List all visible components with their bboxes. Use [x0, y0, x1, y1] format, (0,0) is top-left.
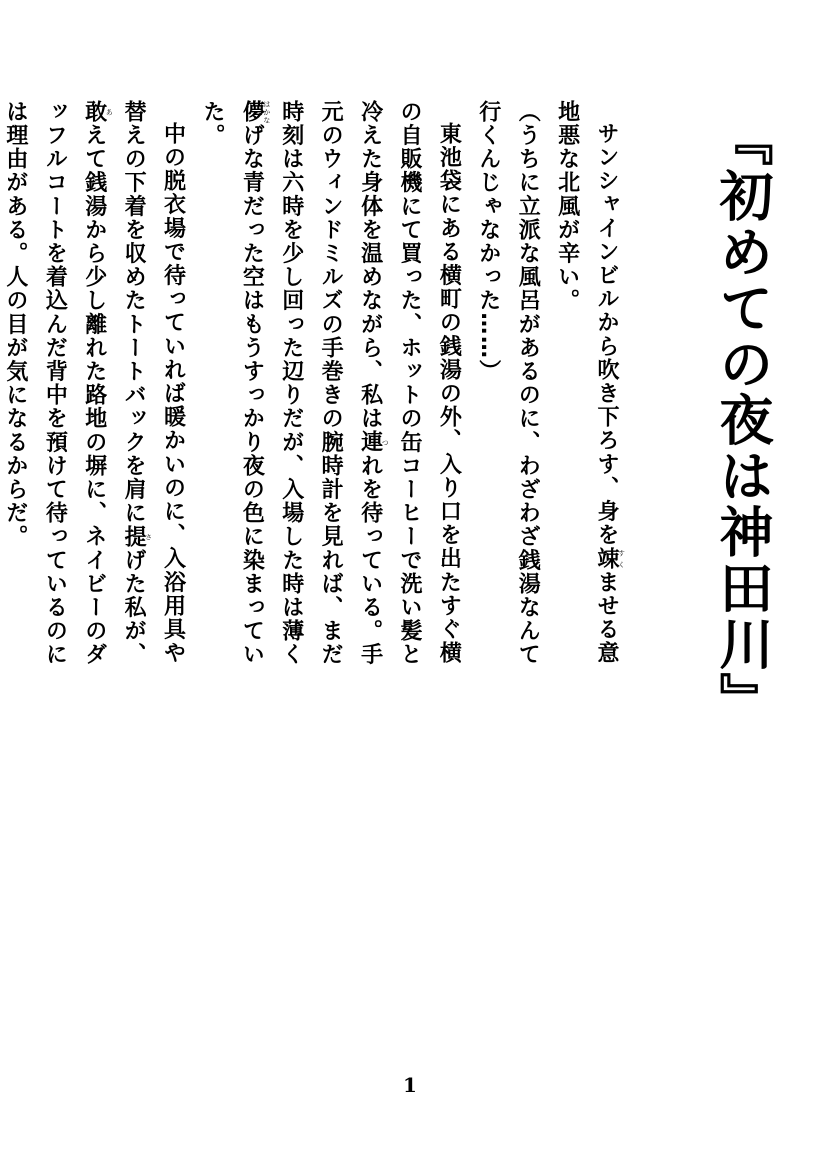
body-line: 冷えた身体を温めながら、私は連つれを待っている。手	[357, 100, 390, 667]
ruby-annotation	[357, 430, 390, 455]
body-line: 元のウィンドミルズの手巻きの腕時計を見れば、まだ	[318, 100, 344, 667]
ruby-reading: すく	[617, 546, 626, 571]
ruby-base: 竦	[594, 546, 619, 571]
ruby-base: 儚	[239, 100, 265, 124]
body-line: た。	[199, 100, 225, 148]
body-line: （うちに立派な風呂があるのに、わざわざ銭湯なんて	[515, 100, 541, 667]
ruby-base: 提	[121, 524, 147, 549]
body-line: は理由がある。人の目が気になるからだ。	[2, 100, 28, 549]
page-title: 『初めての夜は神田川』	[711, 112, 774, 728]
body-line: ッフルコートを着込んだ背中を預けて待っているのに	[42, 100, 68, 667]
body-line: 儚はかなげな青だった空はもうすっかり夜の色に染まってい	[239, 100, 271, 667]
body-line: の自販機にて買った、ホットの缶コーヒーで洗い髪と	[396, 100, 422, 667]
ruby-reading: さ	[144, 524, 153, 549]
ruby-annotation	[239, 100, 271, 124]
body-line: 東池袋にある横町の銭湯の外、入り口を出たすぐ横	[436, 122, 462, 665]
body-line: 時刻は六時を少し回った辺りだが、入場した時は薄く	[278, 100, 304, 667]
ruby-annotation	[81, 100, 114, 124]
body-line: 中の脱衣場で待っていれば暖かいのに、入浴用具や	[160, 122, 186, 665]
body-line: 替えの下着を収めたトートバックを肩に提さげた私が、	[121, 100, 153, 667]
ruby-base: 連	[357, 430, 383, 455]
ruby-annotation	[121, 524, 153, 549]
ruby-reading: あ	[105, 100, 114, 124]
page-number: 1	[403, 1073, 417, 1097]
ruby-reading: つ	[381, 430, 390, 454]
ruby-base: 敢	[81, 100, 107, 124]
ruby-reading: はかな	[262, 100, 271, 124]
body-line: サンシャインビルから吹き下ろす、身を竦すくませる意	[594, 122, 626, 665]
body-line: 敢あえて銭湯から少し離れた路地の塀に、ネイビーのダ	[81, 100, 114, 667]
ruby-annotation	[594, 546, 626, 571]
body-text	[2, 100, 626, 1090]
body-line: 地悪な北風が辛い。	[554, 100, 580, 313]
body-line: 行くんじゃなかった……）	[475, 100, 501, 384]
